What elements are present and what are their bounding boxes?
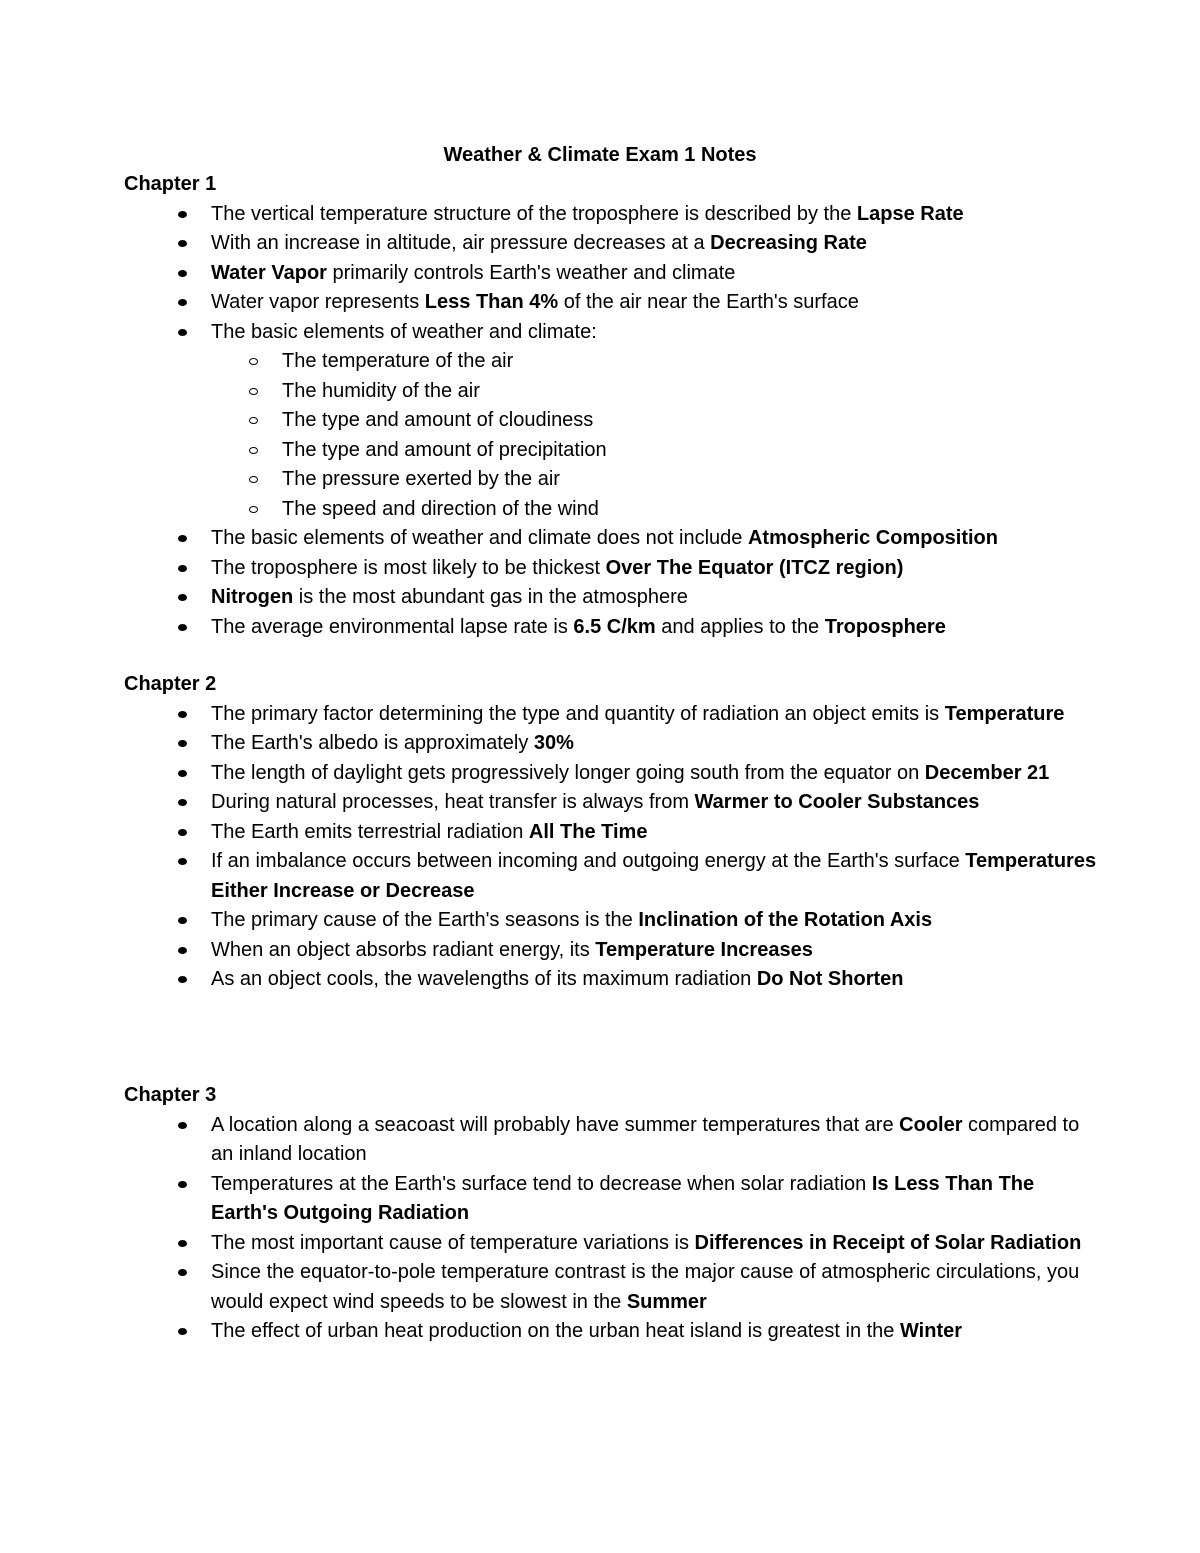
item-answer: Atmospheric Composition: [747, 527, 998, 549]
bullet-dot-icon: [178, 740, 187, 747]
bullet-dot-icon: [178, 270, 187, 277]
hollow-bullet-icon: [249, 506, 258, 513]
item-text: The length of daylight gets progressively longer going south from the equator on: [211, 761, 925, 784]
item-text: The pressure exerted by the air: [282, 468, 560, 490]
bullet-dot-icon: [178, 858, 187, 865]
bullet-dot-icon: [178, 329, 187, 336]
item-answer: Summer: [626, 1290, 707, 1313]
item-answer: 6.5 C/km: [573, 615, 656, 638]
sub-list-item: [0, 436, 1101, 466]
bullet-dot-icon: [178, 594, 187, 601]
sub-list-item: [0, 347, 1101, 377]
item-answer: Winter: [899, 1320, 963, 1342]
item-answer: 30%: [533, 732, 574, 754]
item-text: of the air near the Earth's surface: [558, 291, 859, 313]
hollow-bullet-icon: [249, 417, 258, 424]
bullet-dot-icon: [178, 1240, 187, 1247]
item-text: The humidity of the air: [282, 379, 480, 402]
bullet-dot-icon: [178, 976, 187, 983]
bullet-dot-icon: [178, 799, 187, 806]
item-text: The type and amount of cloudiness: [282, 409, 594, 431]
item-answer: Less Than 4%: [424, 291, 559, 313]
list-item: [0, 554, 1101, 584]
list-item: [0, 1111, 1101, 1170]
item-text: The vertical temperature structure of the troposphere is described by the: [211, 202, 857, 225]
hollow-bullet-icon: [249, 476, 258, 483]
list-item: [0, 847, 1101, 906]
bullet-dot-icon: [178, 1122, 187, 1129]
list-item: [0, 818, 1101, 848]
item-text: The most important cause of temperature variations is: [211, 1231, 695, 1254]
bullet-dot-icon: [178, 1269, 187, 1276]
chapter-bullet-list: [0, 1111, 1200, 1347]
item-text: The basic elements of weather and climate:: [211, 320, 597, 343]
sub-list-item: [0, 495, 1101, 525]
item-text: and applies to the: [655, 615, 825, 638]
list-item: [0, 200, 1101, 230]
list-item: [0, 759, 1101, 789]
item-text: The average environmental lapse rate is: [211, 615, 574, 638]
bullet-dot-icon: [178, 770, 187, 777]
item-text: If an imbalance occurs between incoming and outgoing energy at the Earth's surface: [211, 850, 966, 872]
list-item: [0, 965, 1101, 995]
item-answer: Differences in Receipt of Solar Radiation: [694, 1231, 1082, 1254]
item-answer: Nitrogen: [211, 586, 294, 608]
item-text: Temperatures at the Earth's surface tend to decrease when solar radiation: [211, 1172, 872, 1195]
chapter-heading: Chapter 2: [124, 673, 217, 695]
item-answer: Warmer to Cooler Substances: [694, 791, 980, 813]
list-item: [0, 318, 1101, 348]
item-answer: Do Not Shorten: [756, 968, 904, 990]
bullet-dot-icon: [178, 829, 187, 836]
item-text: During natural processes, heat transfer is always from: [211, 791, 695, 813]
bullet-dot-icon: [178, 624, 187, 631]
item-answer: Temperature: [944, 702, 1065, 725]
item-text: primarily controls Earth's weather and climate: [326, 261, 736, 284]
list-item: [0, 229, 1101, 259]
chapter-bullet-list: [0, 700, 1200, 995]
item-answer: Water Vapor: [211, 261, 327, 284]
bullet-dot-icon: [178, 1181, 187, 1188]
hollow-bullet-icon: [249, 447, 258, 454]
item-answer: December 21: [924, 761, 1050, 784]
list-item: [0, 259, 1101, 289]
hollow-bullet-icon: [249, 358, 258, 365]
bullet-dot-icon: [178, 240, 187, 247]
list-item: [0, 1229, 1101, 1259]
item-text: The effect of urban heat production on the urban heat island is greatest in the: [211, 1320, 900, 1342]
bullet-dot-icon: [178, 299, 187, 306]
item-answer: Troposphere: [824, 615, 946, 638]
item-answer: Is Less Than The Earth's Outgoing Radiation: [211, 1172, 1035, 1224]
item-text: The Earth emits terrestrial radiation: [211, 820, 529, 843]
item-text: With an increase in altitude, air pressure decreases at a: [211, 232, 711, 254]
item-answer: Inclination of the Rotation Axis: [638, 909, 933, 931]
hollow-bullet-icon: [249, 388, 258, 395]
item-answer: Lapse Rate: [856, 202, 964, 225]
item-text: Since the equator-to-pole temperature contrast is the major cause of atmospheric circulations, you would expect wind speeds to be slowest in the: [211, 1261, 1080, 1313]
bullet-dot-icon: [178, 1328, 187, 1335]
bullet-dot-icon: [178, 565, 187, 572]
item-text: The basic elements of weather and climate does not include: [211, 527, 748, 549]
list-item: [0, 1258, 1101, 1317]
item-answer: Decreasing Rate: [710, 232, 867, 254]
item-answer: All The Time: [528, 820, 648, 843]
chapter-heading: Chapter 3: [124, 1084, 217, 1106]
bullet-dot-icon: [178, 917, 187, 924]
item-text: A location along a seacoast will probably have summer temperatures that are: [211, 1113, 900, 1136]
item-text: The troposphere is most likely to be thickest: [211, 556, 606, 579]
list-item: [0, 613, 1101, 643]
bullet-dot-icon: [178, 711, 187, 718]
list-item: [0, 788, 1101, 818]
sub-list-item: [0, 406, 1101, 436]
list-item: [0, 1170, 1101, 1229]
item-answer: Temperature Increases: [595, 938, 813, 961]
item-text: compared to an inland location: [211, 1113, 1080, 1165]
list-item: [0, 583, 1101, 613]
list-item: [0, 729, 1101, 759]
bullet-dot-icon: [178, 211, 187, 218]
list-item: [0, 700, 1101, 730]
item-text: The type and amount of precipitation: [282, 438, 607, 461]
item-text: The speed and direction of the wind: [282, 497, 599, 520]
item-text: The temperature of the air: [282, 350, 514, 372]
item-answer: Cooler: [899, 1113, 963, 1136]
item-text: The Earth's albedo is approximately: [211, 732, 534, 754]
item-text: As an object cools, the wavelengths of its maximum radiation: [211, 968, 757, 990]
sub-list-item: [0, 465, 1101, 495]
bullet-dot-icon: [178, 947, 187, 954]
item-answer: Temperatures Either Increase or Decrease: [211, 850, 1097, 902]
item-text: is the most abundant gas in the atmosphere: [293, 586, 688, 608]
list-item: [0, 1317, 1101, 1347]
item-answer: Over The Equator (ITCZ region): [605, 556, 904, 579]
list-item: [0, 524, 1101, 554]
sub-list-item: [0, 377, 1101, 407]
bullet-dot-icon: [178, 535, 187, 542]
list-item: [0, 936, 1101, 966]
item-text: The primary cause of the Earth's seasons is the: [211, 909, 639, 931]
chapter-heading: Chapter 1: [124, 173, 217, 195]
list-item: [0, 906, 1101, 936]
item-text: The primary factor determining the type and quantity of radiation an object emits is: [211, 702, 945, 725]
document-title: Weather & Climate Exam 1 Notes: [443, 144, 757, 166]
item-text: Water vapor represents: [211, 291, 425, 313]
list-item: [0, 288, 1101, 318]
item-text: When an object absorbs radiant energy, its: [211, 938, 596, 961]
chapter-bullet-list: [0, 200, 1200, 643]
